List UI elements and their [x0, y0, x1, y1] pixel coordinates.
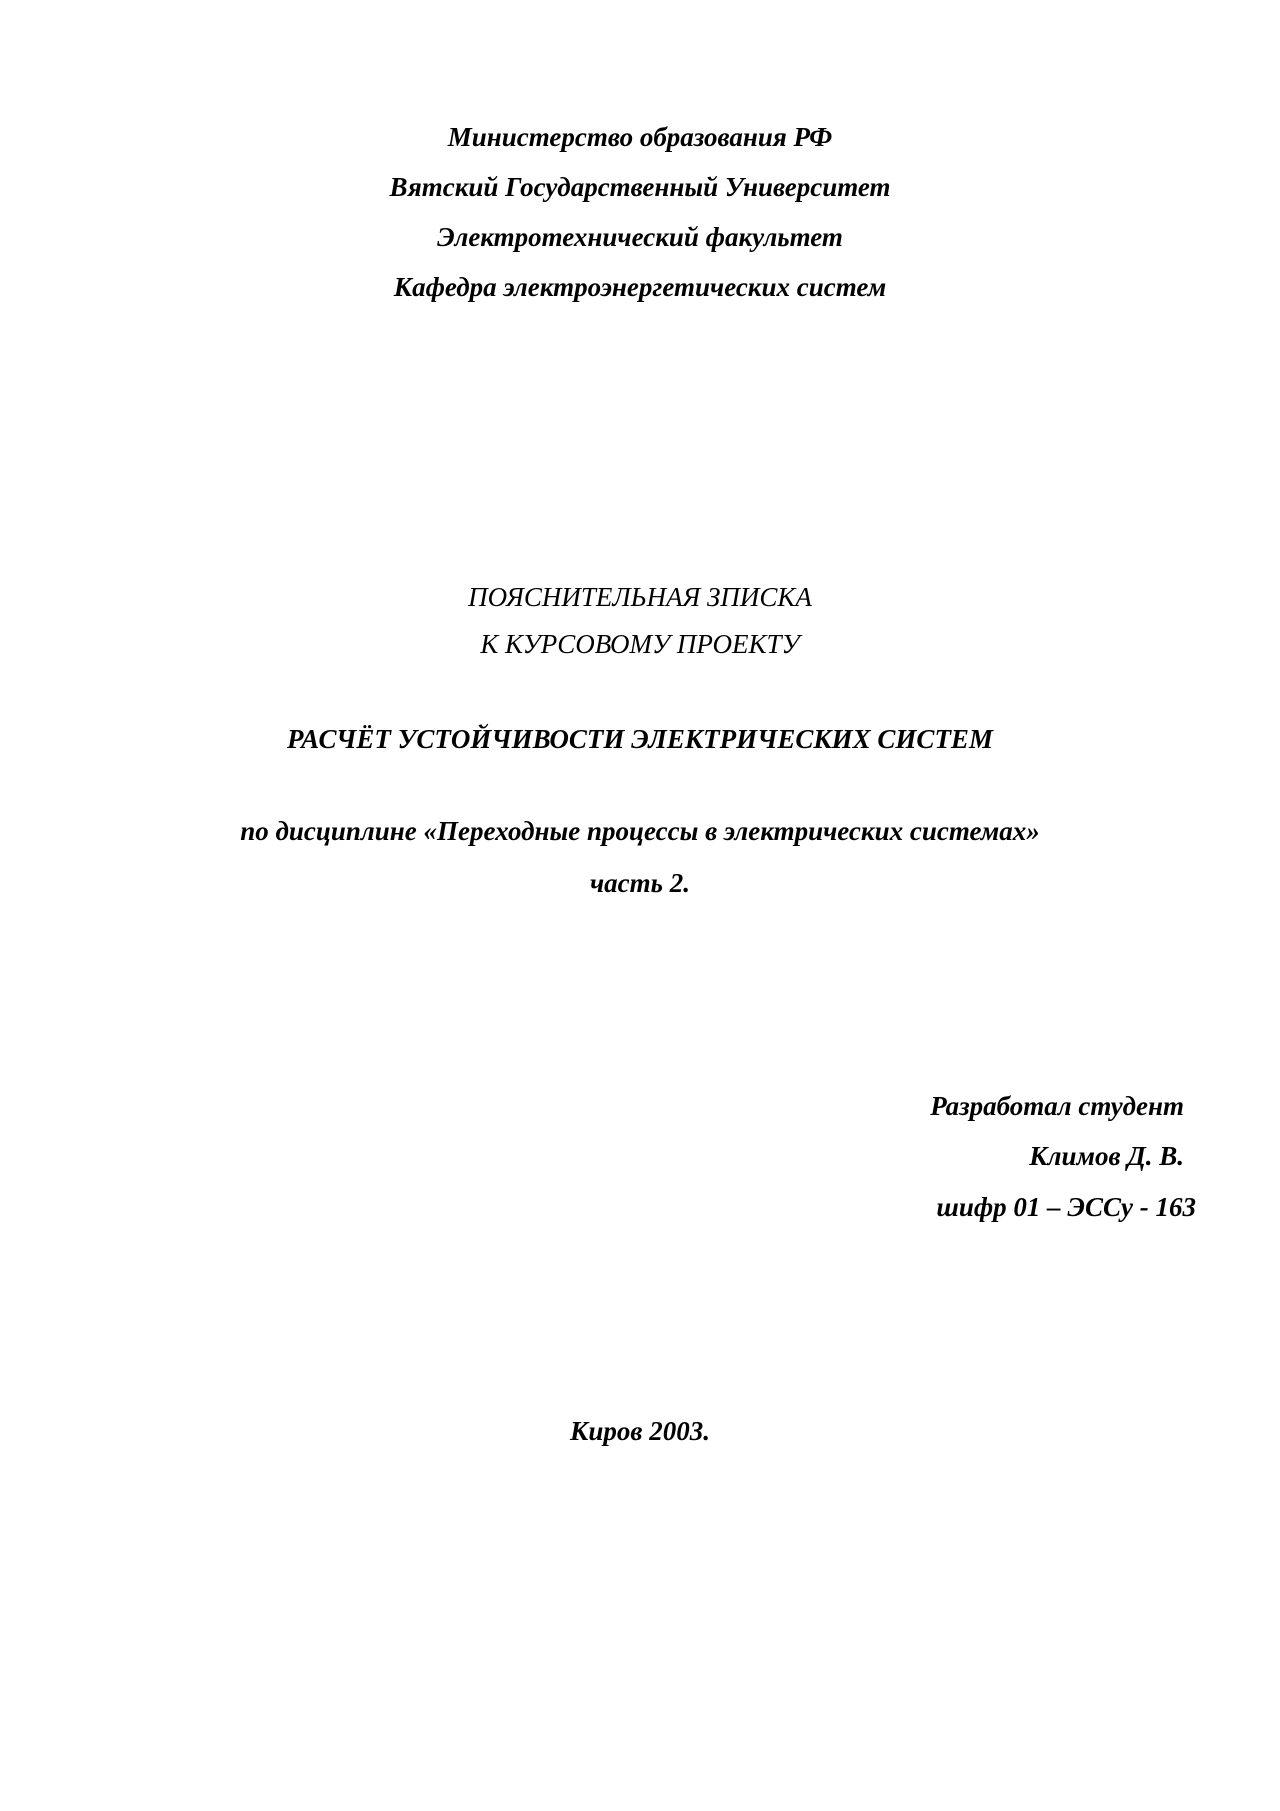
discipline-line: по дисциплине «Переходные процессы в электрических системах» — [240, 816, 1040, 846]
author-role: Разработал студент — [930, 1091, 1184, 1121]
city-year: Киров 2003. — [570, 1416, 710, 1446]
university-heading: Вятский Государственный Университет — [389, 172, 891, 202]
document-title-line1: ПОЯСНИТЕЛЬНАЯ ЗПИСКА — [468, 582, 812, 612]
faculty-heading: Электротехнический факультет — [437, 222, 843, 252]
student-code: шифр 01 – ЭССу - 163 — [936, 1192, 1196, 1222]
ministry-heading: Министерство образования РФ — [447, 122, 833, 152]
department-heading: Кафедра электроэнергетических систем — [393, 272, 887, 302]
author-name: Климов Д. В. — [1029, 1141, 1184, 1171]
part-number: часть 2. — [590, 868, 690, 898]
document-title-line2: К КУРСОВОМУ ПРОЕКТУ — [480, 629, 800, 659]
project-topic: РАСЧЁТ УСТОЙЧИВОСТИ ЭЛЕКТРИЧЕСКИХ СИСТЕМ — [287, 724, 993, 754]
